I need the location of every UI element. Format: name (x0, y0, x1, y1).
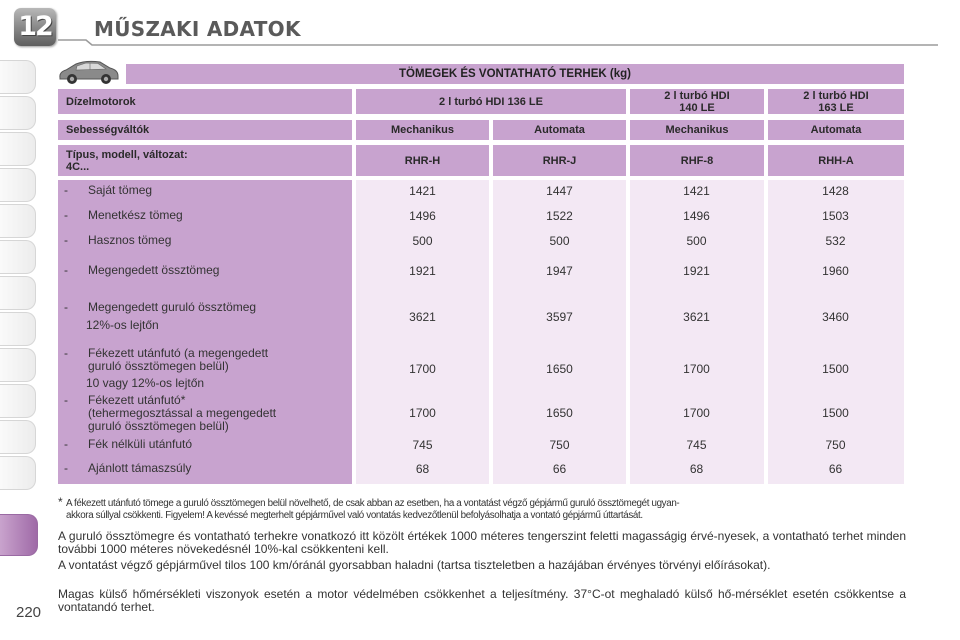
table-title: TÖMEGEK ÉS VONTATHATÓ TERHEK (kg) (126, 64, 904, 84)
table-cell: 1960 (822, 264, 849, 278)
body-paragraph: Magas külső hőmérsékleti viszonyok esetén a motor védelmében csökkenhet a teljesítmény. 37°C-ot meghaladó külső hő-mérséklet esetén csökkentse a vontatandó terhet. (58, 587, 906, 614)
table-cell: 1947 (546, 264, 573, 278)
engine-col-1: 2 l turbó HDI 136 LE (356, 89, 626, 114)
table-cell: 3621 (409, 310, 436, 324)
table-cell: 745 (412, 438, 433, 452)
footnote-marker: * (58, 495, 63, 509)
engine-col-2: 2 l turbó HDI 140 LE (630, 89, 764, 114)
table-cell: 750 (825, 438, 846, 452)
type-label: Típus, modell, változat: 4C... (58, 145, 352, 176)
table-cell: 66 (552, 462, 567, 476)
body-paragraph: A vontatást végző gépjárművel tilos 100 km/óránál gyorsabban haladni (tartsa tiszteletben a hazájában érvényes törvényi előírásokat). (58, 558, 771, 572)
table-cell: 1496 (409, 209, 436, 223)
table-cell: 1421 (683, 184, 710, 198)
footnote (58, 495, 908, 522)
chapter-tab[interactable] (0, 348, 36, 382)
type-col-4: RHH-A (768, 145, 904, 176)
chapter-tab-active[interactable] (0, 514, 38, 556)
type-col-3: RHF-8 (630, 145, 764, 176)
table-cell: 1650 (546, 362, 573, 376)
chapter-tabs (0, 60, 40, 560)
gearbox-col-2: Automata (493, 120, 626, 140)
chapter-tab[interactable] (0, 60, 36, 94)
gearbox-col-4: Automata (768, 120, 904, 140)
table-cell: 68 (415, 462, 430, 476)
table-cell: 500 (412, 234, 433, 248)
chapter-tab[interactable] (0, 456, 36, 490)
type-col-1: RHR-H (356, 145, 489, 176)
chapter-tab[interactable] (0, 420, 36, 454)
table-cell: 3621 (683, 310, 710, 324)
table-cell: 1650 (546, 406, 573, 420)
chapter-tab[interactable] (0, 384, 36, 418)
chapter-tab[interactable] (0, 312, 36, 346)
chapter-tab[interactable] (0, 276, 36, 310)
page-title: MŰSZAKI ADATOK (94, 17, 301, 41)
chapter-tab[interactable] (0, 168, 36, 202)
gearbox-col-1: Mechanikus (356, 120, 489, 140)
table-cell: 1700 (409, 406, 436, 420)
table-cell: 66 (828, 462, 843, 476)
engine-col-3: 2 l turbó HDI 163 LE (768, 89, 904, 114)
chapter-tab[interactable] (0, 240, 36, 274)
table-cell: 1700 (409, 362, 436, 376)
table-cell: 1700 (683, 406, 710, 420)
gearbox-label: Sebességváltók (58, 120, 352, 140)
table-cell: 500 (686, 234, 707, 248)
chapter-number: 12 (18, 11, 52, 42)
table-cell: 1522 (546, 209, 573, 223)
gearbox-col-3: Mechanikus (630, 120, 764, 140)
chapter-tab[interactable] (0, 204, 36, 238)
page-number: 220 (16, 604, 42, 621)
chapter-tab[interactable] (0, 132, 36, 166)
table-cell: 750 (549, 438, 570, 452)
table-cell: 745 (686, 438, 707, 452)
table-cell: 1447 (546, 184, 573, 198)
table-cell: 1496 (683, 209, 710, 223)
engine-label: Dízelmotorok (58, 89, 352, 114)
table-cell: 1700 (683, 362, 710, 376)
table-cell: 68 (689, 462, 704, 476)
table-cell: 1428 (822, 184, 849, 198)
table-cell: 1503 (822, 209, 849, 223)
body-paragraph: A guruló össztömegre és vontatható terhekre vonatkozó itt közölt értékek 1000 méteres tengerszint feletti magasságig érvé-nyesek, a vontatható terhet minden további 1000 méteres növekedésnél 10%-kal csökkenteni kell. (58, 529, 906, 556)
table-cell: 1500 (822, 406, 849, 420)
table-cell: 3460 (822, 310, 849, 324)
chapter-badge (14, 8, 60, 48)
type-col-2: RHR-J (493, 145, 626, 176)
table-cell: 3597 (546, 310, 573, 324)
table-cell: 1921 (683, 264, 710, 278)
table-cell: 532 (825, 234, 846, 248)
table-cell: 1421 (409, 184, 436, 198)
table-cell: 1921 (409, 264, 436, 278)
table-cell: 500 (549, 234, 570, 248)
car-icon (56, 56, 122, 86)
footnote-line: A fékezett utánfutó tömege a guruló össztömegen belül növelhető, de csak abban az esetben, ha a vontatást végző gépjármű guruló össztömegét ugyan- (66, 498, 680, 509)
table-cell: 1500 (822, 362, 849, 376)
footnote-line: akkora súllyal csökkenti. Figyelem! A kevéssé megterhelt gépjárművel való vontatás kedvezőtlenül befolyásolhatja a vontató gépjármű úttartását. (66, 510, 643, 521)
chapter-tab[interactable] (0, 96, 36, 130)
